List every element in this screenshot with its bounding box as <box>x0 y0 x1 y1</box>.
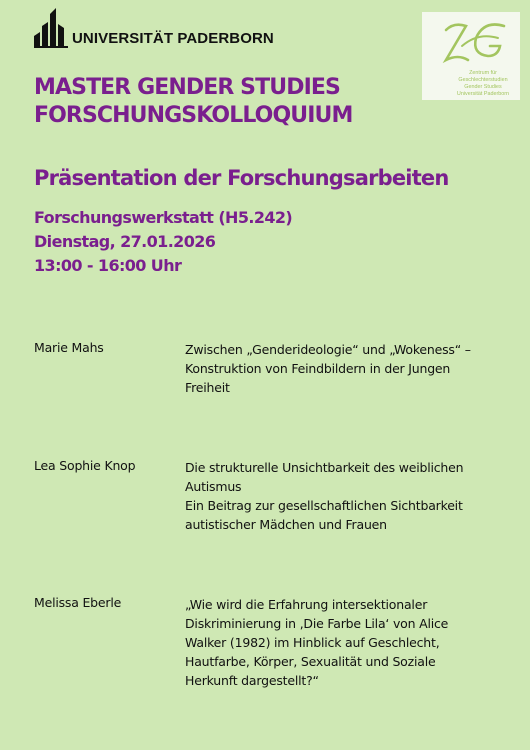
zg-mark-icon <box>432 16 510 68</box>
zg-caption-line: Universität Paderborn <box>456 91 510 97</box>
talk-topic <box>185 340 515 397</box>
talk-topic-line: „Wie wird die Erfahrung intersektionaler <box>185 597 428 612</box>
event-location: Forschungswerkstatt (H5.242) <box>34 208 293 227</box>
zg-caption-line: Geschlechterstudien <box>458 77 508 83</box>
event-date: Dienstag, 27.01.2026 <box>34 232 216 251</box>
talk-topic-line: Diskriminierung in ‚Die Farbe Lila‘ von Alice <box>185 616 449 631</box>
talk-topic-line: Freiheit <box>185 380 230 395</box>
zg-logo <box>422 12 520 100</box>
talk-topic-line: Hautfarbe, Körper, Sexualität und Soziale <box>185 654 436 669</box>
talk-topic-line: Zwischen „Genderideologie“ und „Wokeness“ – <box>185 342 471 357</box>
event-title <box>34 74 352 130</box>
talk-topic <box>185 458 515 534</box>
event-subtitle: Präsentation der Forschungsarbeiten <box>34 166 449 190</box>
zg-caption <box>446 70 520 98</box>
university-name: UNIVERSITÄT PADERBORN <box>72 30 274 47</box>
talk-topic-line: Walker (1982) im Hinblick auf Geschlecht, <box>185 635 440 650</box>
talk-topic-line: autistischer Mädchen und Frauen <box>185 517 387 532</box>
talk-topic-line: Die strukturelle Unsichtbarkeit des weiblichen <box>185 460 464 475</box>
event-details <box>34 206 292 278</box>
talk-speaker: Marie Mahs <box>34 340 104 355</box>
talk-topic-line: Ein Beitrag zur gesellschaftlichen Sichtbarkeit <box>185 498 463 513</box>
talk-topic-line: Konstruktion von Feindbildern in der Jungen <box>185 361 451 376</box>
event-title-line2: FORSCHUNGSKOLLOQUIUM <box>34 103 353 128</box>
talk-speaker: Lea Sophie Knop <box>34 458 136 473</box>
talk-topic <box>185 595 515 690</box>
event-title-line1: MASTER GENDER STUDIES <box>34 75 340 100</box>
talk-topic-line: Autismus <box>185 479 242 494</box>
university-logo <box>34 6 274 48</box>
zg-caption-line: Zentrum für <box>469 70 497 76</box>
event-time: 13:00 - 16:00 Uhr <box>34 256 182 275</box>
university-emblem-icon <box>34 6 68 48</box>
talk-speaker: Melissa Eberle <box>34 595 122 610</box>
zg-caption-line: Gender Studies <box>464 84 502 90</box>
talk-topic-line: Herkunft dargestellt?“ <box>185 673 319 688</box>
